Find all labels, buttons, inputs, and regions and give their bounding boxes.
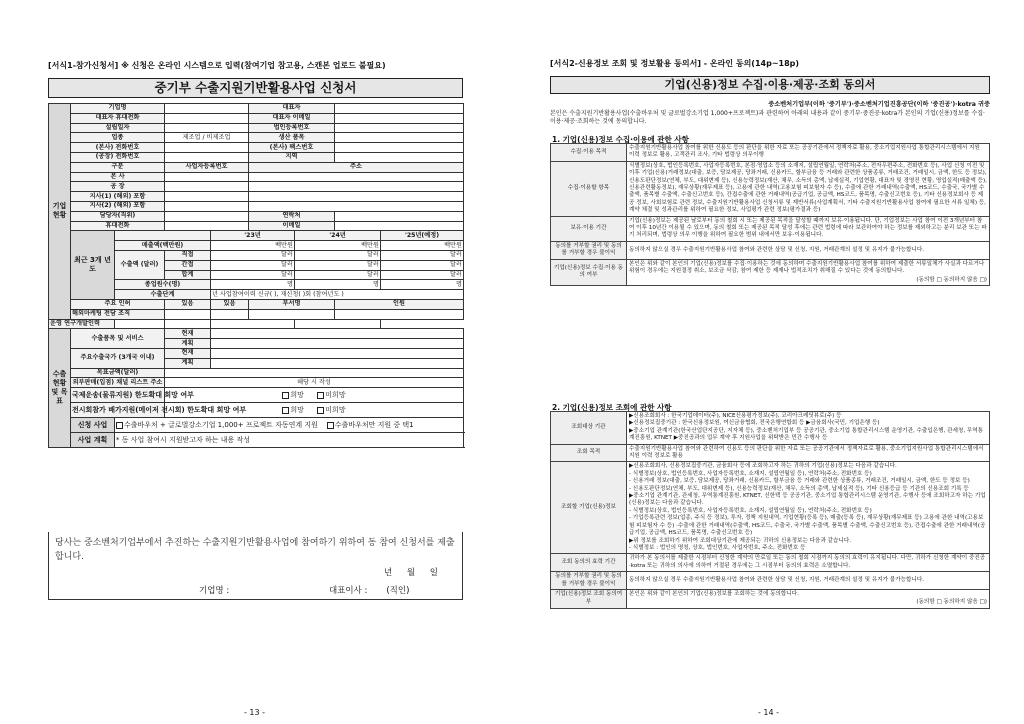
plan-field[interactable]: * 동 사업 참여시 지원받고자 하는 내용 작성 xyxy=(115,433,464,448)
support1-nohope-checkbox[interactable] xyxy=(317,392,324,399)
est-date-label: 설립일자 xyxy=(71,123,165,133)
export-country-current-field[interactable] xyxy=(211,348,464,358)
est-date-field[interactable] xyxy=(165,123,249,133)
export-item-current-field[interactable] xyxy=(211,329,464,339)
export-level-label: 수출단계 xyxy=(115,290,211,300)
branch1-label: 지사(1) (해외) 포함 xyxy=(71,192,165,202)
support2-label: 전시회참가 배가지원(메이저 전시회) 한도확대 희망 여부 xyxy=(71,403,165,418)
export-label: 수출액 (달러) xyxy=(115,250,165,279)
head-phone-field[interactable] xyxy=(165,143,249,153)
t2-key: 조회 목적 xyxy=(551,444,627,462)
table-row xyxy=(551,444,990,462)
t2-value: 동의하지 않으실 경우 수출지원기반활용사업 참여와 관련한 상담 및 신청, 지원, 거래관계의 설정 및 유지가 불가능합니다. xyxy=(627,572,990,590)
table-row xyxy=(551,259,990,285)
employees-y2[interactable]: 명 xyxy=(295,280,381,290)
consent-title: 기업(신용)정보 수집·이용·제공·조회 동의서 xyxy=(550,76,990,94)
year3-label: '25년(예정) xyxy=(381,231,464,241)
section-plan-label: 사업 계획 xyxy=(71,433,115,448)
export-level-field[interactable]: 년 사업참여이력 신규( ), 재신청( )회 (참여년도 ) xyxy=(211,290,464,300)
apply-opt1-checkbox[interactable] xyxy=(116,422,123,429)
branch2-label: 지사(2) (해외) 포함 xyxy=(71,201,165,211)
t2-key: 동의를 거부할 권리 및 동의를 거부할 경우 불이익 xyxy=(551,572,627,590)
section2-title: 2. 기업(신용)정보 조회에 관한 사항 xyxy=(552,403,672,412)
branch1-bizno-field[interactable] xyxy=(165,192,249,202)
direct-y1[interactable]: 달러 xyxy=(211,250,295,260)
org-row1-d[interactable] xyxy=(335,309,464,319)
sales-y1[interactable]: 백만원 xyxy=(211,241,295,251)
head-fax-label: (본사) 팩스번호 xyxy=(249,143,335,153)
org-row2-b[interactable] xyxy=(165,319,211,329)
apply-opt2-checkbox[interactable] xyxy=(327,422,334,429)
factory-address-field[interactable] xyxy=(249,182,464,192)
t1-key: 기업(신용)정보 수집·이용 동의 여부 xyxy=(551,259,627,285)
org-row1-b[interactable] xyxy=(211,309,249,319)
export-country-plan-label: 계획 xyxy=(165,358,211,368)
contact-label: 연락처 xyxy=(249,211,335,221)
table-row xyxy=(551,412,990,445)
t1-key: 수집·이용 목적 xyxy=(551,144,627,162)
sales-y2[interactable]: 백만원 xyxy=(295,241,381,251)
export-country-current-label: 현재 xyxy=(165,348,211,358)
branch2-address-field[interactable] xyxy=(249,201,464,211)
contact-field[interactable] xyxy=(335,211,464,221)
application-form-table xyxy=(48,103,464,448)
factory-phone-label: (공장) 전화번호 xyxy=(71,152,165,162)
section1-title: 1. 기업(신용)정보 수집·이용에 관한 사항 xyxy=(552,135,689,144)
org-row1-c[interactable] xyxy=(249,309,335,319)
apply-opt1-label: 수출바우처 + 글로벌강소기업 1,000+ 프로젝트 자동연계 지원 xyxy=(124,421,318,430)
target-export-label: 목표금액(달러) xyxy=(71,368,165,378)
support2-hope-checkbox[interactable] xyxy=(282,407,289,414)
support1-nohope-label: 미희망 xyxy=(325,391,346,400)
t2-key: 기업(신용)정보 조회 동의여부 xyxy=(551,589,627,608)
manager-label: 담당자(직위) xyxy=(71,211,165,221)
apply-options xyxy=(115,418,464,433)
t2-value: 수출지원기반활용사업 참여와 관련하여 신용도 등의 판단을 위한 자료 또는 공공기관에서 정책자료로 활용, 중소기업지원사업 통합관리시스템에서 지원 이력 정보로 활용 xyxy=(627,444,990,462)
t1-key: 동의를 거부할 권리 및 동의를 거부할 경우 불이익 xyxy=(551,241,627,259)
sign-rep-label: 대표이사 : xyxy=(329,586,368,596)
main-cert-label: 주요 인허 xyxy=(71,299,165,309)
employees-y1[interactable]: 명 xyxy=(211,280,295,290)
t1-value: 식별정보(상호, 법인등록번호, 사업자등록번호, 본점·영업소 등의 소재지, 설립연월일, 연락처(주소, 전자우편주소, 전화번호 등), 사업 신청 이전 및 이후 기업(신용)거래정보(대출, 보증, 담보제공, 당좌거래, 신용카드, 할부금융 등 거래와 관련한 상품종류, 거래조건, 거래일시, 금액, 한도 등 정보), 신용도판단정보(연체, 부도, 대위변제 등), 신용능력정보(재산, 채무, 소득의 총액, 납세실적, 기업현황, 대표자 및 경영진 현황, 영업실적(매출액 등), 신용관련활동정보), 재무상황(재무제표 등), 고용에 관한 내역(고용보험 피보험자 수 등), 수출에 관한 거래내역(수출액, HS코드, 수출국, 국가별 수출액, 품목별 수출액, 수출신고번호 등), 간접수출에 관한 거래내역(공급기업, 공급액, HS코드, 품목명, 수출신고번호 등), 기타 신용정보회사 등 제공 정보, 사회보험료 관련 정보, 수출지원기반활용사업 신청서류 및 제반서류(사업계획서, 기타 수출지원기반활용사업 참여에 필요한 서류 일체) 등, 계약 체결 및 성과관리를 위하여 필요한 정보, 사업평가 관련 정보(평가결과 등) xyxy=(627,161,990,216)
employees-y3[interactable]: 명 xyxy=(381,280,464,290)
year1-label: '23년 xyxy=(211,231,295,241)
export-item-label: 수출품목 및 서비스 xyxy=(71,329,165,349)
t1-key: 수집·이용할 항목 xyxy=(551,161,627,216)
mobile-field[interactable] xyxy=(165,221,249,231)
t1-value: 수출지원기반활용사업 참여를 위한 신용도 등의 판단을 위한 자료 또는 공공기관에서 정책자료 활용, 중소기업지원사업 통합관리시스템에서 지원 이력 정보로 활용, 고객관리 조사, 기타 법령상 의무이행 xyxy=(627,144,990,162)
org-row2-a[interactable] xyxy=(115,319,165,329)
support2-hope-label: 희망 xyxy=(290,406,304,415)
address-label: 주소 xyxy=(249,162,464,172)
support1-hope-label: 희망 xyxy=(290,391,304,400)
indirect-label: 간접 xyxy=(165,260,211,270)
table-row xyxy=(551,589,990,608)
rep-field[interactable] xyxy=(335,104,464,114)
direct-label: 직접 xyxy=(165,250,211,260)
t1-agree-checkboxes[interactable]: (동의함 □ 동의하지 않음 □) xyxy=(916,276,987,283)
category-label: 구분 xyxy=(71,162,165,172)
company-name-label: 기업명 xyxy=(71,104,165,114)
table-row xyxy=(551,572,990,590)
support1-options xyxy=(165,388,464,403)
main-product-label: 생산 품목 xyxy=(249,133,335,143)
declaration-text: 당사는 중소벤처기업부에서 추진하는 수출지원기반활용사업에 참여하기 위하여 동 참여 신청서를 제출합니다. xyxy=(55,538,455,562)
t2-key: 조회대상 기관 xyxy=(551,412,627,445)
apply-opt2-label: 수출바우처만 지원 중 택1 xyxy=(334,421,414,430)
export-country-plan-field[interactable] xyxy=(211,358,464,368)
consent-header-note: [서식2-신용정보 조회 및 정보활용 동의서] - 온라인 동의(14p~18p) xyxy=(550,59,800,68)
region-label: 지역 xyxy=(249,152,335,162)
cert-col-a: 있음 xyxy=(165,299,211,309)
support2-nohope-checkbox[interactable] xyxy=(317,407,324,414)
factory-bizno-field[interactable] xyxy=(165,182,249,192)
rep-phone-field[interactable] xyxy=(165,113,249,123)
section-company-label: 기업 현황 xyxy=(49,104,71,320)
support1-hope-checkbox[interactable] xyxy=(282,392,289,399)
sign-rep xyxy=(329,584,409,596)
head-fax-field[interactable] xyxy=(335,143,464,153)
t1-value: 본인은 위와 같이 본인의 기업(신용)정보를 수집·이용하는 것에 동의하며 수출지원기반활용사업 참여를 위하여 제출한 서류일체가 사실과 다르거나 위험이 경우에는 지원결정 취소, 보조금 삭감, 참여 제한 등 제재나 법적조치가 취해질 수 있다는 것에 동의합니다. xyxy=(629,260,985,275)
industry-label: 업종 xyxy=(71,133,165,143)
org-row2-label: 운영 연구개발인력 xyxy=(49,319,115,329)
sign-company-label: 기업명 : xyxy=(199,586,230,596)
declaration-box xyxy=(48,532,463,600)
org-row1-a[interactable] xyxy=(165,309,211,319)
total-y3[interactable]: 달러 xyxy=(381,270,464,280)
export-item-plan-field[interactable] xyxy=(211,339,464,349)
year-header-blank xyxy=(115,231,211,241)
t1-value-cell xyxy=(627,259,990,285)
cert-col-d: 인원 xyxy=(335,299,464,309)
indirect-y3[interactable]: 달러 xyxy=(381,260,464,270)
t1-key: 보유·이용 기간 xyxy=(551,216,627,241)
sales-label: 매출액(백만원) xyxy=(115,241,211,251)
org-row2-d[interactable] xyxy=(295,319,381,329)
rep-phone-label: 대표자 휴대전화 xyxy=(71,113,165,123)
online-channel-label: 외부판매(입점) 채널 리스트 주소 xyxy=(71,378,165,388)
form-title: 중기부 수출지원기반활용사업 신청서 xyxy=(48,78,463,98)
support2-nohope-label: 미희망 xyxy=(325,406,346,415)
export-item-current-label: 현재 xyxy=(165,329,211,339)
form-header-note: [서식1-참가신청서] ※ 신청은 온라인 시스템으로 입력(참여기업 참고용, 스캔본 업로드 불필요) xyxy=(48,61,386,70)
indirect-y2[interactable]: 달러 xyxy=(295,260,381,270)
page-14 xyxy=(512,0,1024,724)
t2-key: 조회 동의의 효력 기간 xyxy=(551,554,627,572)
rep-label: 대표자 xyxy=(249,104,335,114)
t2-key: 조회할 기업(신용)정보 xyxy=(551,462,627,554)
corp-no-field[interactable] xyxy=(335,123,464,133)
t2-value: ▶신용조회회사 : 한국기업데이터(주), NICE신용평가정보(주), 코리아크레딧뷰로(주) 등 ▶신용정보집중기관 : 한국신용정보원, 여신금융협회, 전국은행연합회 등 ▶금융회사(국민, 기업은행 등) ▶중소기업 관계기관(한국산업단지공단, 지자체 등), 중소벤처기업부 등 공공기관, 중소기업 통합관리시스템 운영기관, 수출입은행, 관세청, 무역통계진흥원, KTNET ▶중진공과의 업무 계약 후 지원사업을 위탁받은 민간 수행사 등 xyxy=(627,412,990,445)
table-row xyxy=(551,554,990,572)
last3-label: 최근 3개 년도 xyxy=(71,231,115,300)
org-row2-c[interactable] xyxy=(211,319,295,329)
table-row xyxy=(551,462,990,554)
head-office-bizno-field[interactable] xyxy=(165,172,249,182)
export-country-label: 주요수출국가 (3개국 이내) xyxy=(71,348,165,368)
t1-value: 기업(신용)정보는 제공된 날로부터 동의 철회 시 또는 제공된 목적을 달성할 때까지 보유·이용됩니다. 단, 기업정보는 사업 참여 이전 3개년부터 참여 이후 10년간 이용될 수 있으며, 동의 철회 또는 제공된 목적 달성 후에는 관련 법령에 따라 보관하여야 하는 정보를 제외하고는 분리 보관 또는 파기 처리되며, 법령상 의무 이행을 위하여 필요한 범위 내에서만 보유·이용됩니다. xyxy=(627,216,990,241)
indirect-y1[interactable]: 달러 xyxy=(211,260,295,270)
support1-label: 국제운송(물류지원) 한도확대 희망 여부 xyxy=(71,388,165,403)
t2-value: 본인은 위와 같이 본인의 기업(신용)정보를 조회하는 것에 동의합니다. xyxy=(629,590,799,597)
total-label: 합계 xyxy=(165,270,211,280)
t1-value: 동의하지 않으실 경우 수출지원기반활용사업 참여와 관련한 상담 및 신청, 지원, 거래관계의 설정 및 유지가 불가능합니다. xyxy=(627,241,990,259)
cert-col-b: 있음 xyxy=(211,299,249,309)
total-y2[interactable]: 달러 xyxy=(295,270,381,280)
year2-label: '24년 xyxy=(295,231,381,241)
declaration-date: 년 월 일 xyxy=(383,568,438,578)
sign-seal-label: (직인) xyxy=(386,586,410,596)
total-y1[interactable]: 달러 xyxy=(211,270,295,280)
target-export-field[interactable] xyxy=(165,368,464,378)
t2-value: ▶신용조회회사, 신용정보집중기관, 금융회사 등에 조회하고자 하는 귀하의 기업(신용)정보는 다음과 같습니다. - 식별정보(상호, 법인등록번호, 사업자등록번호, 소재지, 설립연월일 등), 연락처(주소, 전화번호 등) - 신용거래 정보(대출, 보증, 담보제공, 당좌거래, 신용카드, 할부금융 등 거래와 관련한 상품종류, 거래조건, 거래일시, 금액, 한도 등 정보 등) - 신용도판단정보(연체, 부도, 대위변제 등), 신용능력정보(재산, 채무, 소득의 총액, 납세실적 등), 기타 신용등급 등 기관의 신용조회 기록 등 ▶중소기업 관계기관, 관세청, 무역통계진흥원, KTNET, 신한텍 등 공공기관, 중소기업 통합관리시스템 운영기관, 수행사 등에 조회하고자 하는 기업(신용)정보는 다음과 같습니다. - 식별정보(상호, 법인등록번호, 사업자등록번호, 소재지, 설립연월일 등), 연락처(주소, 전화번호 등) - 기업등록관련 정보(업종, 주식 등 정보), 투자, 정책 지원내역, 기업현황(등록 등), 매출(등록 등), 재무상황(재무제표 등) 고용에 관한 내역(고용보험 피보험자 수 등) ·수출에 관한 거래내역(수출액, HS코드, 수출국, 국가별 수출액, 품목별 수출액, 수출신고번호 등), 간접수출에 관한 거래내역(공급기업, 공급액, HS코드, 품목명, 수출신고번호 등) ▶위 정보를 조회하기 위하여 조회대상기관에 제공되는 귀하의 신용정보는 다음과 같습니다. - 식별정보 : 법인의 명칭, 상호, 법인번호, 사업자번호, 주소, 전화번호 등 xyxy=(627,462,990,554)
email-field[interactable] xyxy=(335,221,464,231)
table-row xyxy=(551,216,990,241)
direct-y3[interactable]: 달러 xyxy=(381,250,464,260)
consent-intro: 본인은 수출지원기반활용사업(수출바우처 및 글로벌강소기업 1,000+프로젝트)과 관련하여 아래의 내용과 같이 중기부·중진공·kotra가 본인의 기업(신용)정보를 수집·이용·제공·조회하는 것에 동의합니다. xyxy=(550,110,985,125)
page-number-right: - 14 - xyxy=(758,708,780,717)
consent-table-1 xyxy=(550,143,990,286)
company-name-field[interactable] xyxy=(165,104,249,114)
export-item-plan-label: 계획 xyxy=(165,339,211,349)
consent-addressee: 중소벤처기업부(이하 '중기부')·중소벤처기업진흥공단(이하 '중진공')·kotra 귀중 xyxy=(768,101,990,108)
table-row xyxy=(551,241,990,259)
table-row xyxy=(551,144,990,162)
table-row xyxy=(551,161,990,216)
industry-field[interactable]: 제조업 / 비제조업 xyxy=(165,133,249,143)
region-field[interactable] xyxy=(335,152,464,162)
rep-email-label: 대표자 이메일 xyxy=(249,113,335,123)
mobile-label: 휴대전화 xyxy=(71,221,165,231)
branch2-bizno-field[interactable] xyxy=(165,201,249,211)
email-label: 이메일 xyxy=(249,221,335,231)
head-office-label: 본 사 xyxy=(71,172,165,182)
cert-col-c: 부서명 xyxy=(249,299,335,309)
factory-phone-field[interactable] xyxy=(165,152,249,162)
factory-label: 공 장 xyxy=(71,182,165,192)
page-number-left: - 13 - xyxy=(244,708,266,717)
head-office-address-field[interactable] xyxy=(249,172,464,182)
rep-email-field[interactable] xyxy=(335,113,464,123)
biz-reg-label: 사업자등록번호 xyxy=(165,162,249,172)
online-channel-field[interactable]: 해당 시 작성 xyxy=(165,378,464,388)
section-apply-label: 신청 사업 xyxy=(71,418,115,433)
manager-field[interactable] xyxy=(165,211,249,221)
org-row1-label: 해외마케팅 전담 조직 xyxy=(71,309,165,319)
t2-value: 귀하가 본 동의서를 제출한 시점부터 신청한 계약의 만료일 또는 동의 철회 시점까지 동의의 효력이 유지됩니다. 다만, 귀하가 신청한 계약이 중진공·kotra 또는 귀하의 의사에 의하여 거절된 경우에는 그 시점부터 동의의 효력은 소멸합니다. xyxy=(627,554,990,572)
main-product-field[interactable] xyxy=(335,133,464,143)
branch1-address-field[interactable] xyxy=(249,192,464,202)
direct-y2[interactable]: 달러 xyxy=(295,250,381,260)
t2-agree-checkboxes[interactable]: (동의함 □ 동의하지 않음 □) xyxy=(916,599,987,606)
head-phone-label: (본사) 전화번호 xyxy=(71,143,165,153)
corp-no-label: 법인등록번호 xyxy=(249,123,335,133)
consent-table-2 xyxy=(550,411,990,609)
section-export-label: 수출 현황 및 목표 xyxy=(49,329,71,448)
sales-y3[interactable]: 백만원 xyxy=(381,241,464,251)
employees-label: 종업원수(명) xyxy=(115,280,211,290)
t2-value-cell xyxy=(627,589,990,608)
